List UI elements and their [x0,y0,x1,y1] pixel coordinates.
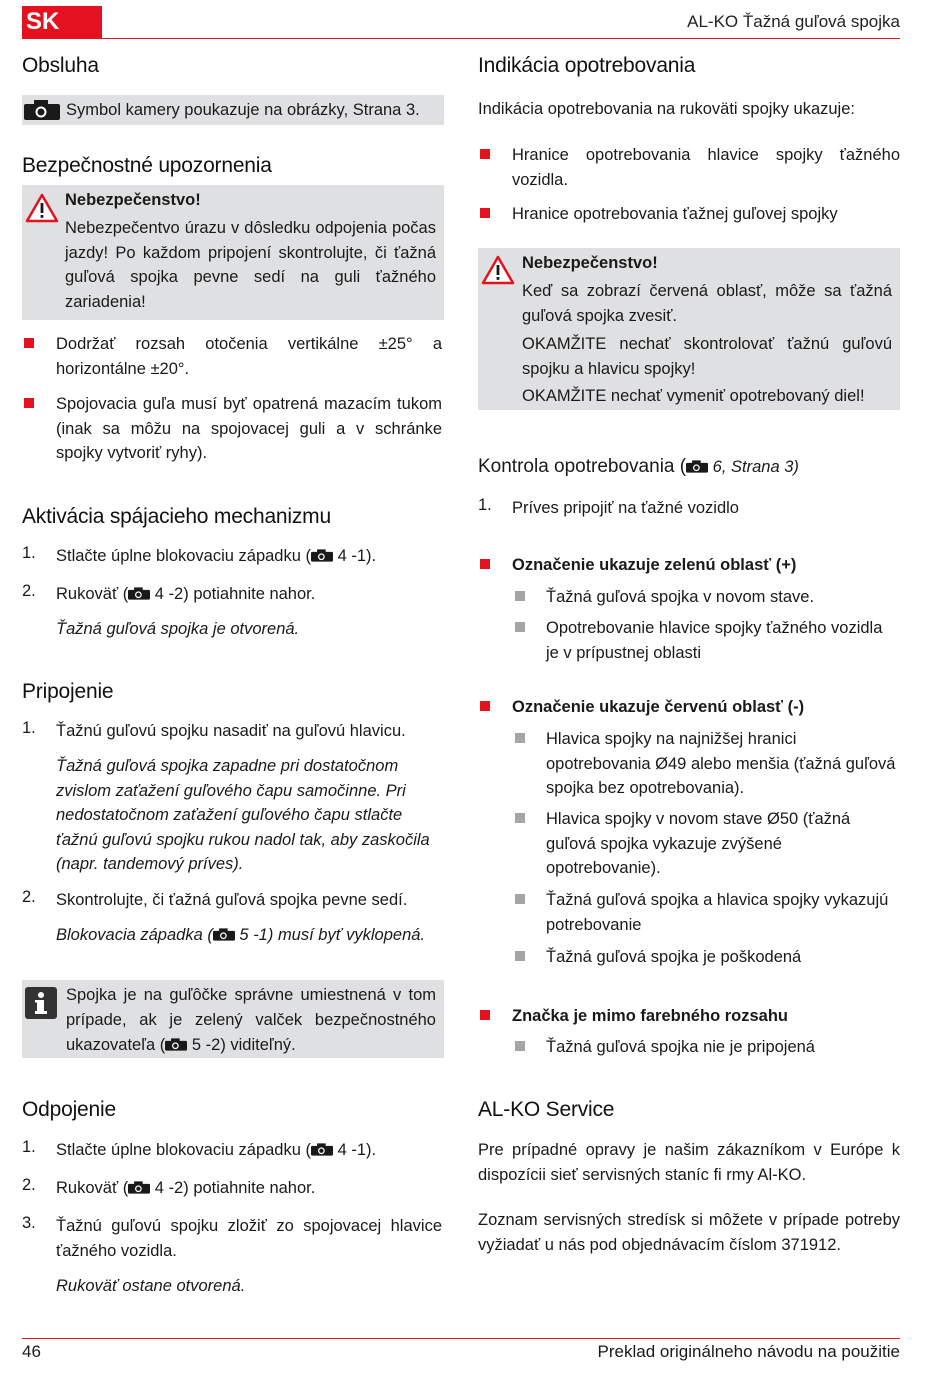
footer-divider [22,1338,900,1339]
check-step-1: Príves pripojiť na ťažné vozidlo [512,499,739,517]
danger-box-right [478,248,900,410]
out-of-range-title: Značka je mimo farebného rozsahu [512,1007,788,1025]
red-item: Hlavica spojky v novom stave Ø50 (ťažná guľová spojka vykazuje zvýšené opotrebovanie). [546,810,851,877]
red-bullet [480,1010,490,1020]
danger-box-left [22,185,444,320]
footer-text: Preklad originálneho návodu na použitie [597,1342,900,1361]
green-item: Ťažná guľová spojka v novom stave. [546,588,815,606]
safety-bullet-1: Dodržať rozsah otočenia vertikálne ±25° a horizontálne ±20°. [56,335,442,378]
activation-step-1 [56,544,376,569]
camera-note-box [22,95,444,125]
info-text [66,983,436,1058]
step-text: Stlačte úplne blokovaciu západku ( [56,1141,311,1159]
green-item: Opotrebovanie hlavice spojky ťažného vozidla je v prípustnej oblasti [546,619,883,662]
page-number: 46 [22,1342,41,1361]
red-bullet [480,149,490,159]
danger-text-right-3: OKAMŽITE nechať vymeniť opotrebovaný diel! [522,387,865,405]
gray-bullet [515,591,525,601]
step-text: Rukoväť ( [56,1179,129,1197]
result-ref: 5 -1) musí byť vyklopená. [234,926,426,944]
red-bullet [480,701,490,711]
red-item: Ťažná guľová spojka je poškodená [546,948,802,966]
info-box [22,980,444,1058]
camera-icon [128,1178,150,1193]
red-area-title: Označenie ukazuje červenú oblasť (-) [512,698,805,716]
section-title-wear: Indikácia opotrebovania [478,54,696,77]
green-area-title: Označenie ukazuje zelenú oblasť (+) [512,556,797,574]
warning-triangle-icon [25,193,59,223]
gray-bullet [515,622,525,632]
camera-icon [311,546,333,561]
step-number: 1. [22,719,36,737]
check-title-text: Kontrola opotrebovania ( [478,456,687,477]
section-title-service: AL-KO Service [478,1098,615,1121]
gray-bullet [515,733,525,743]
camera-icon [213,925,235,940]
connect-step-2: Skontrolujte, či ťažná guľová spojka pevne sedí. [56,891,408,909]
section-title-check [478,456,799,478]
danger-text-right-2: OKAMŽITE nechať skontrolovať ťažnú guľovú spojku a hlavicu spojky! [522,335,892,378]
camera-icon [686,458,708,473]
danger-text-right-1: Keď sa zobrazí červená oblasť, môže sa ťažná guľová spojka zvesiť. [522,282,892,325]
info-text-main: Spojka je na guľôčke správne umiestnená v tom prípade, ak je zelený valček bezpečnostného ukazovateľa ( [66,986,436,1054]
info-icon [25,987,57,1024]
warning-triangle-icon [481,255,515,285]
out-of-range-item: Ťažná guľová spojka nie je pripojená [546,1038,815,1056]
step-number: 3. [22,1214,36,1232]
camera-icon [128,584,150,599]
wear-bullet-2: Hranice opotrebovania ťažnej guľovej spojky [512,205,838,223]
camera-icon [165,1035,187,1050]
camera-note-text: Symbol kamery poukazuje na obrázky, Strana 3. [66,101,420,119]
gray-bullet [515,951,525,961]
safety-bullet-2: Spojovacia guľa musí byť opatrená mazacím tukom (inak sa môžu na spojovacej guli a v schránke spojky vytvoriť ryhy). [56,395,442,462]
activation-step-2 [56,582,315,607]
document-title: AL-KO Ťažná guľová spojka [687,12,900,31]
connect-step-2-result [56,923,425,948]
danger-title-right: Nebezpečenstvo! [522,254,658,272]
step-text: Rukoväť ( [56,585,129,603]
section-title-disconnect: Odpojenie [22,1098,116,1121]
gray-bullet [515,1041,525,1051]
red-bullet [480,208,490,218]
danger-text-left: Nebezpečentvo úrazu v dôsledku odpojenia počas jazdy! Po každom pripojení skontrolujte, či ťažná guľová spojka pevne sedí na guli ťažného zariadenia! [65,219,436,311]
section-title-safety: Bezpečnostné upozornenia [22,154,272,177]
info-text-ref: 5 -2) viditeľný. [187,1036,296,1054]
step-number: 2. [22,1176,36,1194]
section-title-obsluha: Obsluha [22,54,99,77]
red-bullet [24,338,34,348]
disconnect-result: Rukoväť ostane otvorená. [56,1277,246,1295]
section-title-activation: Aktivácia spájacieho mechanizmu [22,505,331,528]
disconnect-step-1 [56,1138,376,1163]
service-paragraph-1: Pre prípadné opravy je našim zákazníkom v Európe k dispozícii sieť servisných staníc fi rmy Al-KO. [478,1141,900,1184]
camera-icon [24,100,60,125]
check-title-ref: 6, Strana 3) [708,458,799,476]
step-text: Stlačte úplne blokovaciu západku ( [56,547,311,565]
step-ref: 4 -2) potiahnite nahor. [150,585,316,603]
step-number: 1. [22,544,36,562]
header-divider [22,38,900,39]
red-item: Ťažná guľová spojka a hlavica spojky vykazujú potrebovanie [546,891,889,934]
step-number: 2. [22,888,36,906]
step-number: 1. [22,1138,36,1156]
wear-bullet-1: Hranice opotrebovania hlavice spojky ťažného vozidla. [512,146,900,189]
disconnect-step-2 [56,1176,315,1201]
red-bullet [24,398,34,408]
disconnect-step-3: Ťažnú guľovú spojku zložiť zo spojovacej hlavice ťažného vozidla. [56,1217,442,1260]
service-paragraph-2: Zoznam servisných stredísk si môžete v prípade potreby vyžiadať u nás pod objednávacím číslom 371912. [478,1211,900,1254]
gray-bullet [515,894,525,904]
activation-result: Ťažná guľová spojka je otvorená. [56,620,300,638]
connect-step-1: Ťažnú guľovú spojku nasadiť na guľovú hlavicu. [56,722,406,740]
gray-bullet [515,813,525,823]
step-ref: 4 -1). [333,547,377,565]
section-title-connect: Pripojenie [22,680,114,703]
step-ref: 4 -2) potiahnite nahor. [150,1179,316,1197]
language-badge: SK [22,6,102,38]
red-item: Hlavica spojky na najnižšej hranici opotrebovania Ø49 alebo menšia (ťažná guľová spojka bez opotrebovania). [546,730,896,797]
result-text: Blokovacia západka ( [56,926,213,944]
step-number: 1. [478,496,492,514]
step-ref: 4 -1). [333,1141,377,1159]
camera-icon [311,1140,333,1155]
red-bullet [480,559,490,569]
connect-step-1-result: Ťažná guľová spojka zapadne pri dostatočnom zvislom zaťažení guľového čapu samočinne. Pri nedostatočnom zaťažení guľového čapu stlačte ťažnú guľovú spojku rukou nadol tak, aby zaskočila (napr. tandemový príves). [56,757,430,873]
step-number: 2. [22,582,36,600]
danger-title-left: Nebezpečenstvo! [65,191,201,209]
wear-intro: Indikácia opotrebovania na rukoväti spojky ukazuje: [478,100,855,118]
